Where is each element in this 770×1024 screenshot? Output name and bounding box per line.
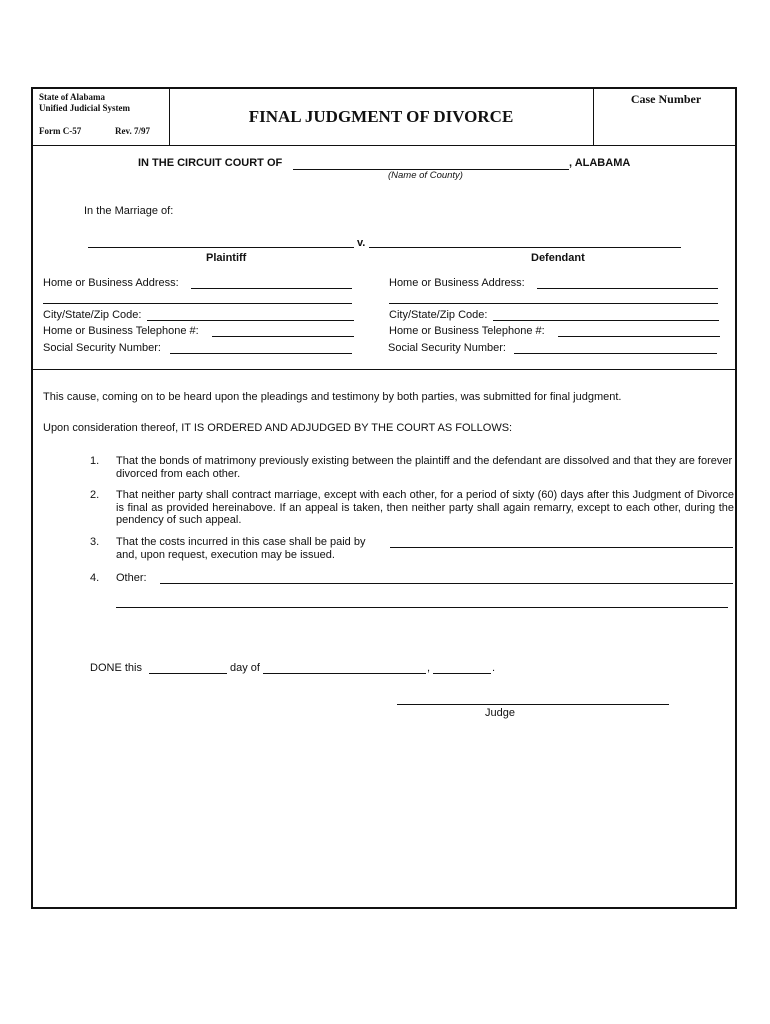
defendant-address-field[interactable]	[537, 288, 718, 289]
costs-paid-by-field[interactable]	[390, 547, 733, 548]
plaintiff-city-label: City/State/Zip Code:	[43, 309, 142, 321]
item-2-number: 2.	[90, 489, 100, 501]
title-box	[169, 89, 593, 145]
other-field[interactable]	[160, 583, 733, 584]
other-field-2[interactable]	[116, 607, 728, 608]
done-month-field[interactable]	[263, 673, 426, 674]
plaintiff-address-field-2[interactable]	[43, 303, 352, 304]
item-4-other-label: Other:	[116, 572, 147, 584]
done-year-field[interactable]	[433, 673, 491, 674]
form-title: FINAL JUDGMENT OF DIVORCE	[248, 107, 514, 126]
defendant-ssn-label: Social Security Number:	[388, 342, 506, 354]
judge-label: Judge	[485, 707, 515, 719]
item-3-number: 3.	[90, 536, 100, 548]
period-label: .	[492, 662, 496, 674]
versus-label: v.	[357, 237, 366, 249]
item-1-number: 1.	[90, 455, 100, 467]
form-revision: Rev. 7/97	[115, 126, 150, 136]
plaintiff-name-field[interactable]	[88, 247, 354, 248]
item-3-text-cont: and, upon request, execution may be issued.	[116, 549, 335, 561]
plaintiff-phone-label: Home or Business Telephone #:	[43, 325, 199, 337]
defendant-phone-label: Home or Business Telephone #:	[389, 325, 545, 337]
plaintiff-label: Plaintiff	[206, 252, 247, 264]
case-number-box[interactable]	[593, 89, 738, 145]
plaintiff-ssn-label: Social Security Number:	[43, 342, 161, 354]
form-header	[33, 89, 735, 146]
plaintiff-address-field[interactable]	[191, 288, 352, 289]
done-this-label: DONE this	[90, 662, 142, 674]
county-hint: (Name of County)	[388, 170, 463, 181]
item-1-text: That the bonds of matrimony previously existing between the plaintiff and the defendant are dissolved and that they are forever divorced from each other.	[116, 455, 733, 480]
case-number-label: Case Number	[630, 92, 702, 106]
divorce-judgment-form	[31, 87, 737, 909]
defendant-city-field[interactable]	[493, 320, 719, 321]
defendant-label: Defendant	[531, 252, 585, 264]
judicial-system: Unified Judicial System	[39, 103, 131, 113]
plaintiff-phone-field[interactable]	[212, 336, 354, 337]
alabama-label: , ALABAMA	[569, 157, 631, 169]
defendant-address-field-2[interactable]	[389, 303, 718, 304]
section-divider	[33, 369, 735, 370]
comma-label: ,	[427, 662, 431, 674]
defendant-address-label: Home or Business Address:	[389, 277, 525, 289]
circuit-court-label: IN THE CIRCUIT COURT OF	[138, 157, 283, 169]
item-3-text: That the costs incurred in this case shall be paid by	[116, 536, 366, 548]
form-id-box	[33, 89, 170, 145]
marriage-of-label: In the Marriage of:	[84, 205, 174, 217]
item-2-text: That neither party shall contract marriage, except with each other, for a period of sixty (60) days after this Judgment of Divorce is final as provided hereinabove. If an appeal is taken, then neither party shall again remarry, except to each other, during the pendency of such appeal.	[116, 489, 734, 526]
form-code: Form C-57	[39, 126, 82, 136]
intro-text: This cause, coming on to be heard upon the pleadings and testimony by both parties, was submitted for final judgment.	[43, 391, 622, 403]
defendant-phone-field[interactable]	[558, 336, 720, 337]
state-name: State of Alabama	[39, 92, 105, 102]
item-4-number: 4.	[90, 572, 100, 584]
judge-signature-field[interactable]	[397, 704, 669, 705]
done-day-field[interactable]	[149, 673, 227, 674]
defendant-name-field[interactable]	[369, 247, 681, 248]
plaintiff-address-label: Home or Business Address:	[43, 277, 179, 289]
plaintiff-city-field[interactable]	[147, 320, 354, 321]
defendant-ssn-field[interactable]	[514, 353, 717, 354]
day-of-label: day of	[230, 662, 260, 674]
plaintiff-ssn-field[interactable]	[170, 353, 352, 354]
ordered-text: Upon consideration thereof, IT IS ORDERED AND ADJUDGED BY THE COURT AS FOLLOWS:	[43, 422, 513, 434]
defendant-city-label: City/State/Zip Code:	[389, 309, 488, 321]
